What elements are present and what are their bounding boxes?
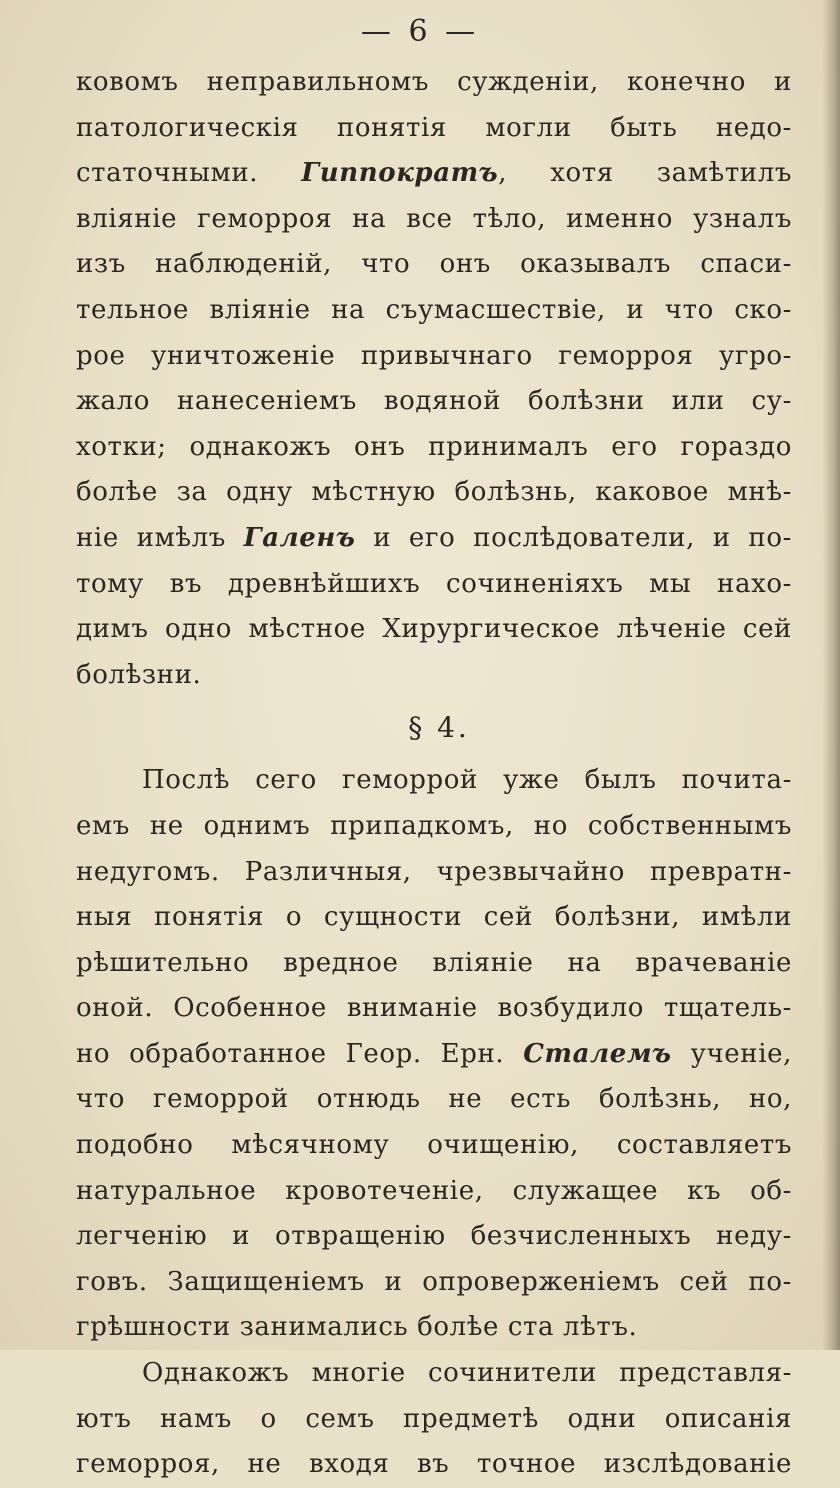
text-segment: болѣе за одну мѣстную болѣзнь, каковое мнѣ- [76, 477, 792, 508]
text-segment: димъ одно мѣстное Хирургическое лѣченіе сей [76, 614, 792, 645]
text-segment: Однакожъ многіе сочинители представля- [142, 1358, 792, 1389]
text-line [76, 1351, 792, 1397]
text-line [76, 242, 792, 288]
text-segment: болѣзни. [76, 659, 202, 690]
italic-name: Галенъ [243, 522, 356, 553]
text-segment: геморроя, не входя въ точное изслѣдованіе [76, 1449, 792, 1480]
text-segment: оной. Особенное вниманіе возбудило тщатель- [76, 993, 792, 1024]
text-line [76, 470, 792, 516]
text-segment: ковомъ неправильномъ сужденіи, конечно и [76, 67, 792, 97]
text-line [76, 1305, 792, 1351]
text-line [76, 653, 792, 699]
text-line [76, 758, 792, 804]
paragraph-1 [76, 60, 792, 698]
text-segment: говъ. Защищеніемъ и опроверженіемъ сей по- [76, 1266, 792, 1297]
text-segment: натуральное кровотеченіе, служащее къ об- [76, 1175, 792, 1206]
text-segment: и его послѣдователи, и по- [355, 522, 792, 553]
text-line [76, 607, 792, 653]
text-segment: тому въ древнѣйшихъ сочиненіяхъ мы нахо- [76, 568, 792, 599]
text-segment: ученіе, [671, 1038, 792, 1069]
text-segment: жало нанесеніемъ водяной болѣзни или су- [76, 386, 792, 417]
text-segment: но обработанное Геор. Ерн. [76, 1038, 524, 1069]
page-number: — 6 — [360, 14, 480, 49]
text-segment: Послѣ сего геморрой уже былъ почита- [142, 765, 792, 796]
text-segment: ютъ намъ о семъ предметѣ одни описанія [76, 1403, 792, 1434]
text-line [76, 425, 792, 471]
text-line [76, 1214, 792, 1260]
italic-name: Гиппократъ [301, 158, 499, 189]
text-line [76, 986, 792, 1032]
text-line [76, 106, 792, 152]
text-line [76, 850, 792, 896]
italic-name: Сталемъ [523, 1038, 672, 1069]
text-line [76, 516, 792, 562]
text-segment: ныя понятія о сущности сей болѣзни, имѣли [76, 902, 792, 933]
text-segment: патологическія понятія могли быть недо- [76, 112, 792, 143]
text-line [76, 60, 792, 106]
paragraph-2 [76, 758, 792, 1351]
text-segment: ніе имѣлъ [76, 522, 244, 553]
text-segment: недугомъ. Различныя, чрезвычайно превратн- [76, 856, 792, 887]
text-line [76, 151, 792, 197]
text-line [76, 941, 792, 987]
text-segment: , хотя замѣтилъ [498, 158, 792, 189]
body-text [76, 60, 792, 1488]
text-line [76, 895, 792, 941]
text-segment: хотки; однакожъ онъ принималъ его гораздо [76, 431, 792, 462]
text-segment: что геморрой отнюдь не есть болѣзнь, но, [76, 1084, 792, 1115]
text-line [76, 1032, 792, 1078]
text-line [76, 1123, 792, 1169]
text-line [76, 197, 792, 243]
text-line [76, 1077, 792, 1123]
text-line [76, 379, 792, 425]
text-line [76, 334, 792, 380]
text-line [76, 1169, 792, 1215]
text-line [76, 562, 792, 608]
text-line [76, 1442, 792, 1488]
text-line [76, 1397, 792, 1443]
text-segment: легченію и отвращенію безчисленныхъ неду- [76, 1221, 792, 1252]
text-segment: статочными. [76, 158, 302, 189]
text-line [76, 1260, 792, 1306]
text-segment: рѣшительно вредное вліяніе на врачеваніе [76, 947, 792, 978]
section-heading: § 4. [408, 711, 470, 745]
text-segment: грѣшности занимались болѣе ста лѣтъ. [76, 1312, 638, 1343]
text-segment: изъ наблюденій, что онъ оказывалъ спаси- [76, 249, 792, 280]
text-line [76, 288, 792, 334]
paragraph-3 [76, 1351, 792, 1488]
text-segment: тельное вліяніе на съумасшествіе, и что ско- [76, 294, 792, 325]
text-line [76, 804, 792, 850]
text-segment: рое уничтоженіе привычнаго геморроя угро- [76, 340, 792, 371]
page-edge-shadow [822, 0, 840, 1350]
text-segment: подобно мѣсячному очищенію, составляетъ [76, 1130, 792, 1161]
text-segment: емъ не однимъ припадкомъ, но собственнымъ [76, 810, 792, 841]
text-segment: вліяніе геморроя на все тѣло, именно узналъ [76, 203, 792, 234]
